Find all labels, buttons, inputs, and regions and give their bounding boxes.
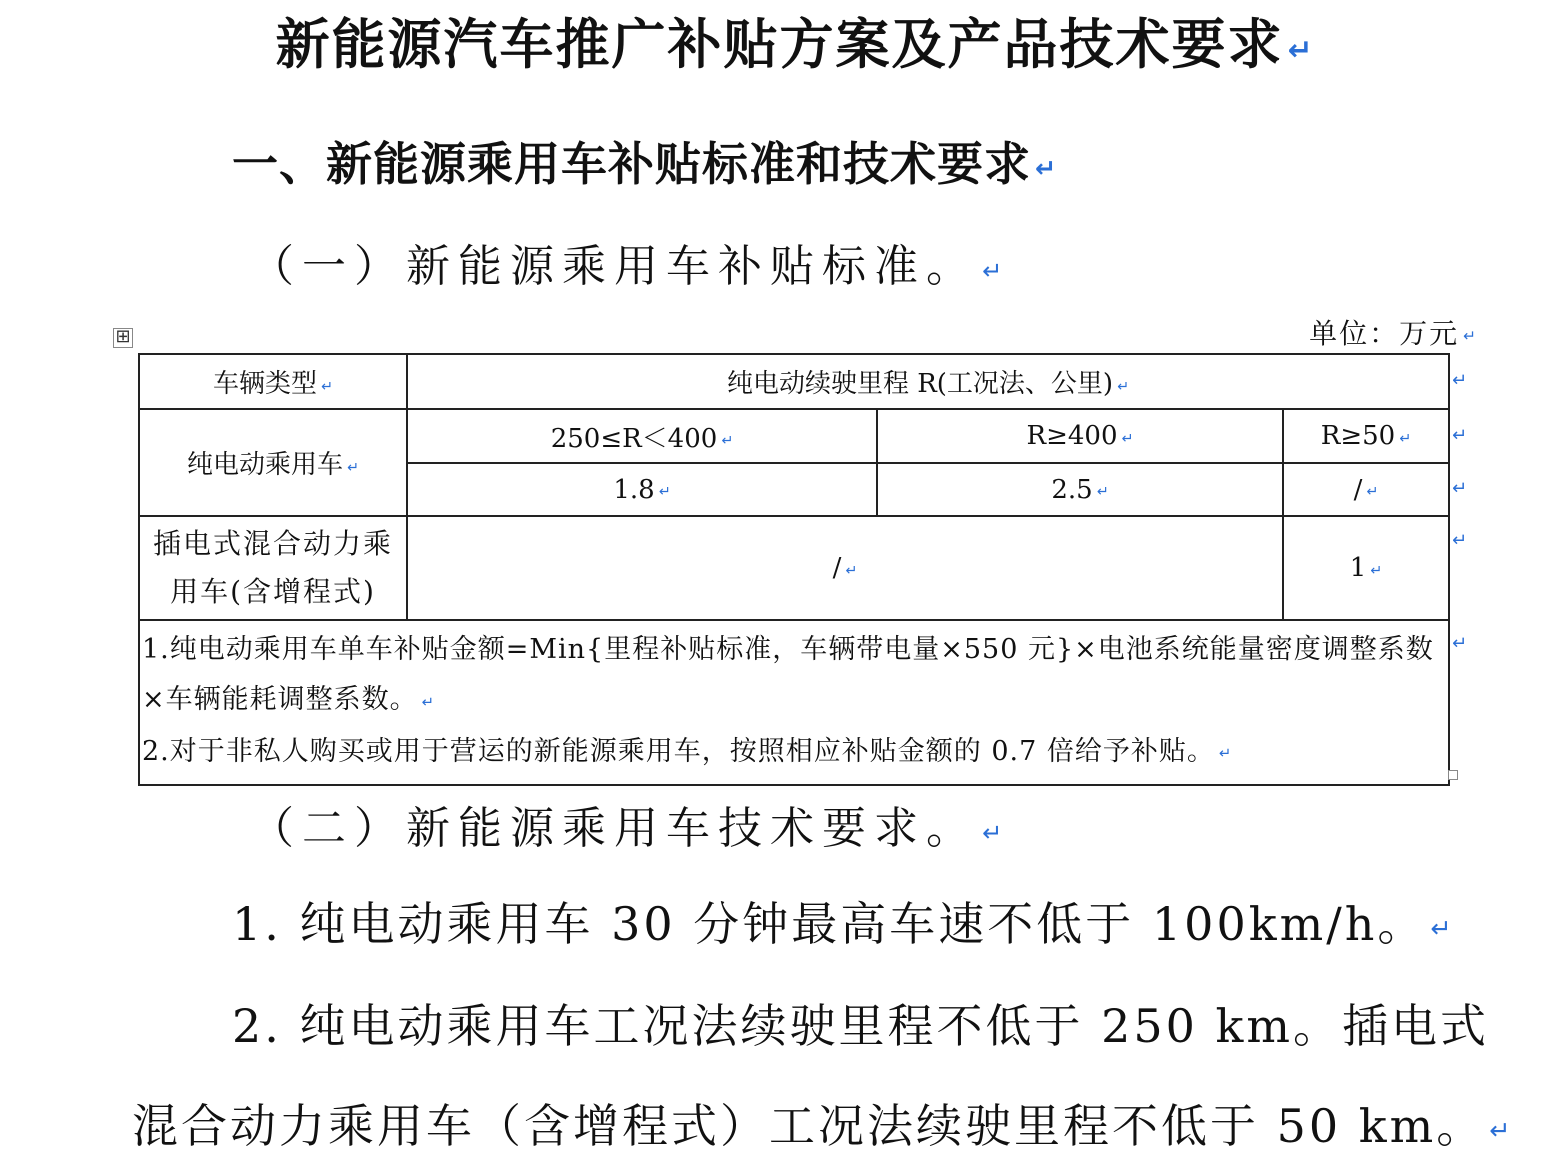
table-move-handle-icon[interactable]: ⊞ bbox=[113, 328, 133, 348]
table-note-1: 1.纯电动乘用车单车补贴金额=Min{里程补贴标准，车辆带电量×550 元}×电池系统能量密度调整系数×车辆能耗调整系数。 ↵ bbox=[142, 634, 1434, 715]
paragraph-mark-icon: ↵ bbox=[321, 378, 333, 395]
document-title: 新能源汽车推广补贴方案及产品技术要求 ↵ bbox=[275, 12, 1315, 76]
paragraph-mark-icon: ↵ bbox=[1287, 33, 1315, 69]
paragraph-mark-icon: ↵ bbox=[1370, 562, 1383, 579]
paragraph-mark-icon: ↵ bbox=[1463, 327, 1478, 346]
row-end-mark-icon: ↵ bbox=[1452, 425, 1468, 446]
requirement-item-2: 2. 纯电动乘用车工况法续驶里程不低于 250 km。插电式 bbox=[232, 999, 1490, 1053]
paragraph-mark-icon: ↵ bbox=[1035, 154, 1058, 184]
table-resize-handle[interactable] bbox=[1448, 770, 1458, 780]
row-end-mark-icon: ↵ bbox=[1452, 370, 1468, 391]
table-row bbox=[139, 354, 1449, 409]
table-cell[interactable]: 1 ↵ bbox=[1283, 516, 1449, 620]
paragraph-mark-icon: ↵ bbox=[347, 459, 359, 476]
table-cell[interactable]: 1.8 ↵ bbox=[407, 463, 877, 516]
table-cell[interactable]: 纯电动续驶里程 R(工况法、公里) ↵ bbox=[407, 354, 1449, 409]
requirement-item-1: 1. 纯电动乘用车 30 分钟最高车速不低于 100km/h。 ↵ bbox=[232, 897, 1455, 951]
table-cell[interactable]: 插电式混合动力乘用车(含增程式) bbox=[139, 516, 407, 620]
subsection-heading-2: （二）新能源乘用车技术要求。 ↵ bbox=[250, 803, 1011, 854]
row-end-mark-icon: ↵ bbox=[1452, 530, 1468, 551]
table-row bbox=[139, 620, 1449, 785]
table-cell[interactable]: / ↵ bbox=[1283, 463, 1449, 516]
table-notes-cell[interactable] bbox=[139, 620, 1449, 785]
row-end-mark-icon: ↵ bbox=[1452, 478, 1468, 499]
requirement-item-2-continued: 混合动力乘用车（含增程式）工况法续驶里程不低于 50 km。 ↵ bbox=[132, 1099, 1514, 1153]
table-cell[interactable]: 纯电动乘用车 ↵ bbox=[139, 409, 407, 516]
table-cell[interactable]: 250≤R＜400 ↵ bbox=[407, 409, 877, 463]
unit-label: 单位：万元 ↵ bbox=[1309, 317, 1478, 350]
table-cell[interactable]: 车辆类型 ↵ bbox=[139, 354, 407, 409]
paragraph-mark-icon: ↵ bbox=[982, 818, 1011, 847]
row-end-mark-icon: ↵ bbox=[1452, 633, 1468, 654]
paragraph-mark-icon: ↵ bbox=[421, 692, 436, 711]
paragraph-mark-icon: ↵ bbox=[658, 484, 671, 501]
paragraph-mark-icon: ↵ bbox=[1117, 378, 1130, 395]
paragraph-mark-icon: ↵ bbox=[845, 562, 858, 579]
table-cell[interactable]: / ↵ bbox=[407, 516, 1283, 620]
paragraph-mark-icon: ↵ bbox=[982, 256, 1011, 285]
paragraph-mark-icon: ↵ bbox=[721, 433, 734, 450]
table-cell[interactable]: R≥50 ↵ bbox=[1283, 409, 1449, 463]
paragraph-mark-icon: ↵ bbox=[1430, 914, 1455, 944]
paragraph-mark-icon: ↵ bbox=[1096, 484, 1109, 501]
subsidy-table bbox=[138, 353, 1450, 786]
paragraph-mark-icon: ↵ bbox=[1121, 430, 1134, 447]
table-row bbox=[139, 516, 1449, 620]
table-row bbox=[139, 409, 1449, 463]
paragraph-mark-icon: ↵ bbox=[1218, 744, 1233, 763]
table-note-2: 2.对于非私人购买或用于营运的新能源乘用车，按照相应补贴金额的 0.7 倍给予补贴。 ↵ bbox=[142, 735, 1233, 767]
table-cell[interactable]: R≥400 ↵ bbox=[877, 409, 1283, 463]
subsection-heading-1: （一）新能源乘用车补贴标准。 ↵ bbox=[250, 241, 1011, 292]
table-cell[interactable]: 2.5 ↵ bbox=[877, 463, 1283, 516]
section-heading-1: 一、新能源乘用车补贴标准和技术要求 ↵ bbox=[232, 137, 1058, 191]
paragraph-mark-icon: ↵ bbox=[1399, 430, 1412, 447]
paragraph-mark-icon: ↵ bbox=[1366, 484, 1379, 501]
paragraph-mark-icon: ↵ bbox=[1489, 1116, 1514, 1146]
